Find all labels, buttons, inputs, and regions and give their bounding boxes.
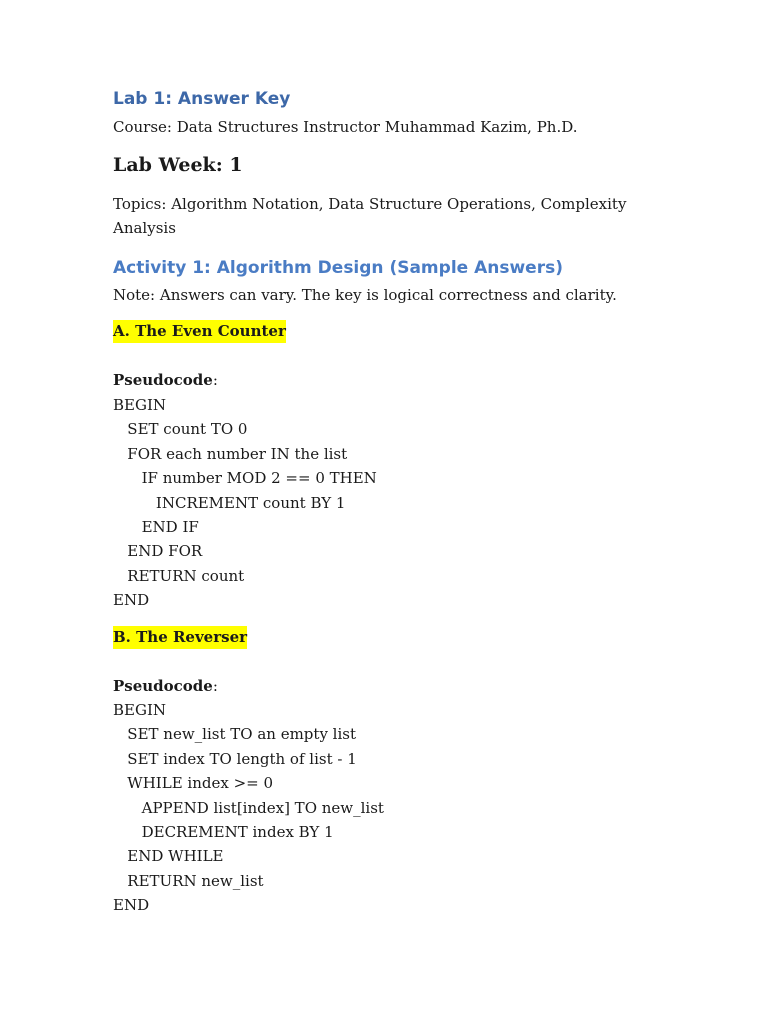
activity-title: Activity 1: Algorithm Design (Sample Answers) (113, 258, 563, 278)
note-line: Note: Answers can vary. The key is logical correctness and clarity. (113, 286, 617, 304)
code-line: BEGIN (113, 396, 167, 414)
pseudocode-colon: : (212, 677, 218, 695)
code-line: INCREMENT count BY 1 (113, 493, 346, 512)
section-a-pseudocode-label (113, 368, 218, 392)
pseudocode-colon: : (212, 371, 218, 389)
code-line: SET new_list TO an empty list (113, 725, 357, 744)
code-line: FOR each number IN the list (113, 444, 348, 463)
code-line: WHILE index >= 0 (113, 774, 274, 793)
section-b-pseudocode-label (113, 674, 218, 698)
doc-title: Lab 1: Answer Key (113, 89, 291, 109)
section-b-code-block (113, 698, 384, 918)
section-b-heading: B. The Reverser (113, 626, 247, 649)
section-a-heading: A. The Even Counter (113, 320, 286, 343)
code-line: DECREMENT index BY 1 (113, 822, 334, 841)
code-line: END (113, 591, 150, 610)
code-line: RETURN new_list (113, 871, 264, 890)
code-line: RETURN count (113, 566, 245, 585)
code-line: END FOR (113, 542, 203, 561)
code-line: IF number MOD 2 == 0 THEN (113, 469, 377, 488)
lab-week-heading: Lab Week: 1 (113, 154, 243, 176)
code-line: SET index TO length of list - 1 (113, 749, 357, 768)
code-line: BEGIN (113, 701, 167, 719)
topics-line-1: Topics: Algorithm Notation, Data Structure Operations, Complexity (113, 195, 627, 213)
pseudocode-label-text: Pseudocode (113, 371, 213, 389)
topics-line-2: Analysis (113, 219, 176, 237)
code-line: END WHILE (113, 847, 224, 866)
pseudocode-label-text: Pseudocode (113, 677, 213, 695)
code-line: APPEND list[index] TO new_list (113, 798, 384, 817)
code-line: END (113, 896, 150, 915)
course-line: Course: Data Structures Instructor Muhammad Kazim, Ph.D. (113, 118, 578, 136)
code-line: END IF (113, 517, 199, 536)
code-line: SET count TO 0 (113, 420, 248, 439)
section-a-code-block (113, 393, 377, 613)
